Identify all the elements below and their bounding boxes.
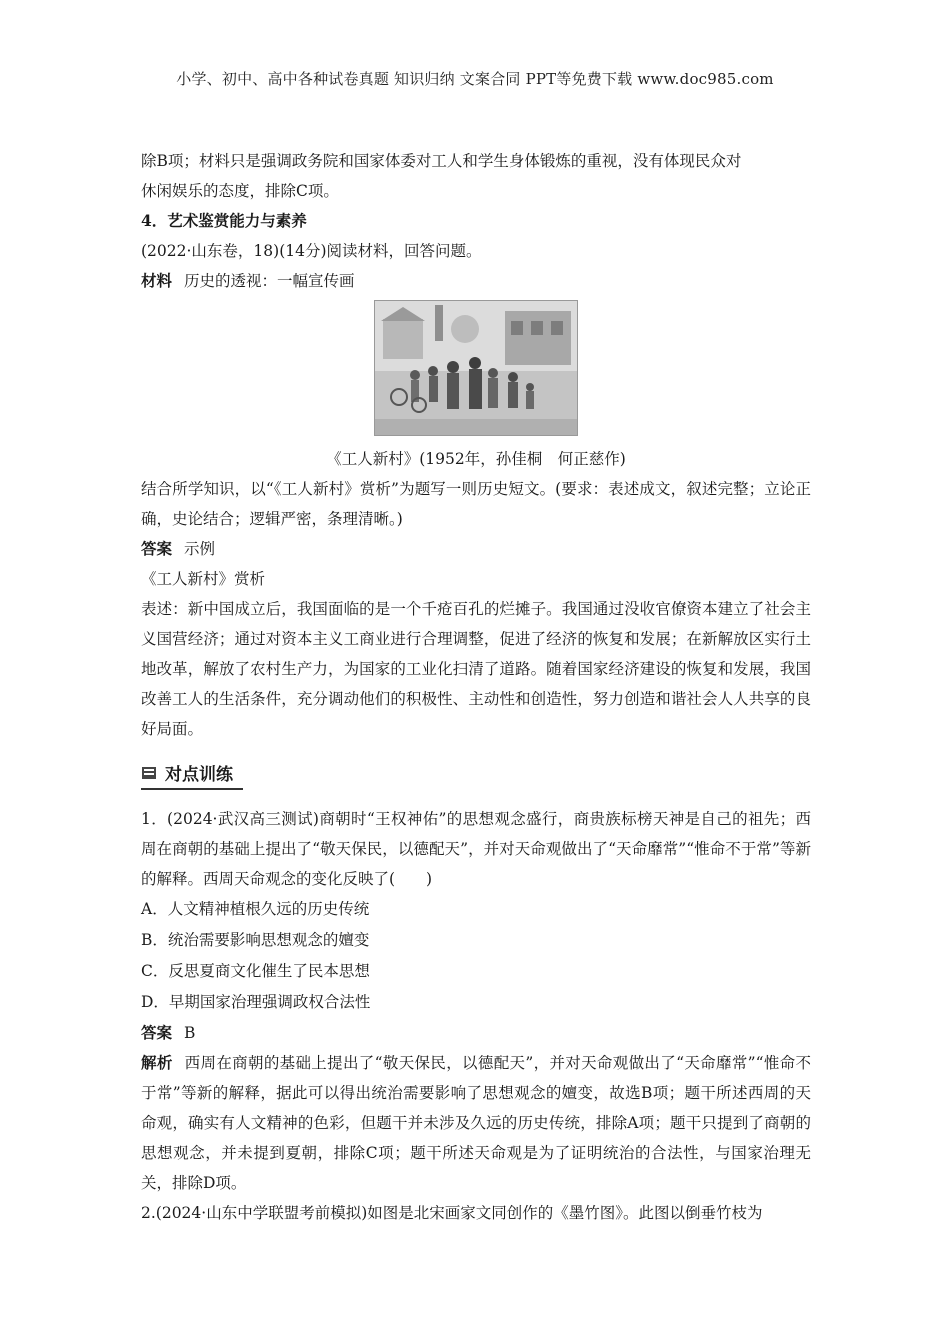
question-1-stem: 1．(2024·武汉高三测试)商朝时“王权神佑”的思想观念盛行，商贵族标榜天神是自己的祖先；西周在商朝的基础上提出了“敬天保民，以德配天”，并对天命观做出了“天命靡常”“惟命不于常”等新的解释。西周天命观念的变化反映了( ) — [141, 810, 811, 888]
poster-illustration — [375, 301, 577, 435]
answer-line — [141, 534, 811, 564]
q1-analysis-text: 西周在商朝的基础上提出了“敬天保民，以德配天”，并对天命观做出了“天命靡常”“惟命不于常”等新的解释，据此可以得出统治需要影响了思想观念的嬗变，故选B项；题干所述西周的天命观，确实有人文精神的色彩，但题干并未涉及久远的历史传统，排除A项；题干只提到了商朝的思想观念，并未提到夏朝，排除C项；题干所述天命观是为了证明统治的合法性，与国家治理无关，排除D项。 — [141, 1054, 811, 1192]
essay-body: 表述：新中国成立后，我国面临的是一个千疮百孔的烂摊子。我国通过没收官僚资本建立了社会主义国营经济；通过对资本主义工商业进行合理调整，促进了经济的恢复和发展；在新解放区实行土地改革，解放了农村生产力，为国家的工业化扫清了道路。随着国家经济建设的恢复和发展，我国改善工人的生活条件，充分调动他们的积极性、主动性和创造性，努力创造和谐社会人人共享的良好局面。 — [141, 600, 811, 738]
material-label: 材料 — [141, 271, 173, 290]
q1-analysis — [141, 1048, 811, 1198]
q1-analysis-label: 解析 — [141, 1053, 173, 1072]
material-line — [141, 266, 811, 296]
essay-title: 《工人新村》赏析 — [141, 570, 266, 588]
option-c: C．反思夏商文化催生了民本思想 — [141, 962, 370, 980]
q1-answer-label: 答案 — [141, 1023, 173, 1042]
poster-image — [374, 300, 578, 436]
intro-line-1: 除B项；材料只是强调政务院和国家体委对工人和学生身体锻炼的重视，没有体现民众对 — [141, 152, 742, 170]
option-a: A．人文精神植根久远的历史传统 — [141, 900, 370, 918]
q1-answer: B — [184, 1024, 196, 1042]
page-content — [141, 146, 811, 1228]
intro-line-2: 休闲娱乐的态度，排除C项。 — [141, 182, 339, 200]
answer-text: 示例 — [184, 540, 216, 558]
question-2-stem: 2.(2024·山东中学联盟考前模拟)如图是北宋画家文同创作的《墨竹图》。此图以倒垂竹枝为 — [141, 1204, 763, 1222]
q1-answer-line — [141, 1018, 811, 1048]
page-header: 小学、初中、高中各种试卷真题 知识归纳 文案合同 PPT等免费下载 www.doc985.com — [176, 70, 774, 88]
task-text: 结合所学知识，以“《工人新村》赏析”为题写一则历史短文。(要求：表述成文，叙述完整；立论正确，史论结合；逻辑严密，条理清晰。) — [141, 480, 811, 528]
training-section-header — [141, 758, 243, 790]
figure-caption: 《工人新村》(1952年，孙佳桐 何正慈作) — [326, 450, 626, 468]
book-icon — [141, 765, 157, 781]
question-source: (2022·山东卷，18)(14分)阅读材料，回答问题。 — [141, 242, 482, 260]
section-4-title: 4．艺术鉴赏能力与素养 — [141, 211, 307, 230]
material-text: 历史的透视：一幅宣传画 — [184, 272, 355, 290]
training-title: 对点训练 — [165, 765, 233, 785]
figure-container — [141, 300, 811, 440]
answer-label: 答案 — [141, 539, 173, 558]
option-d: D．早期国家治理强调政权合法性 — [141, 993, 371, 1011]
option-b: B．统治需要影响思想观念的嬗变 — [141, 931, 370, 949]
